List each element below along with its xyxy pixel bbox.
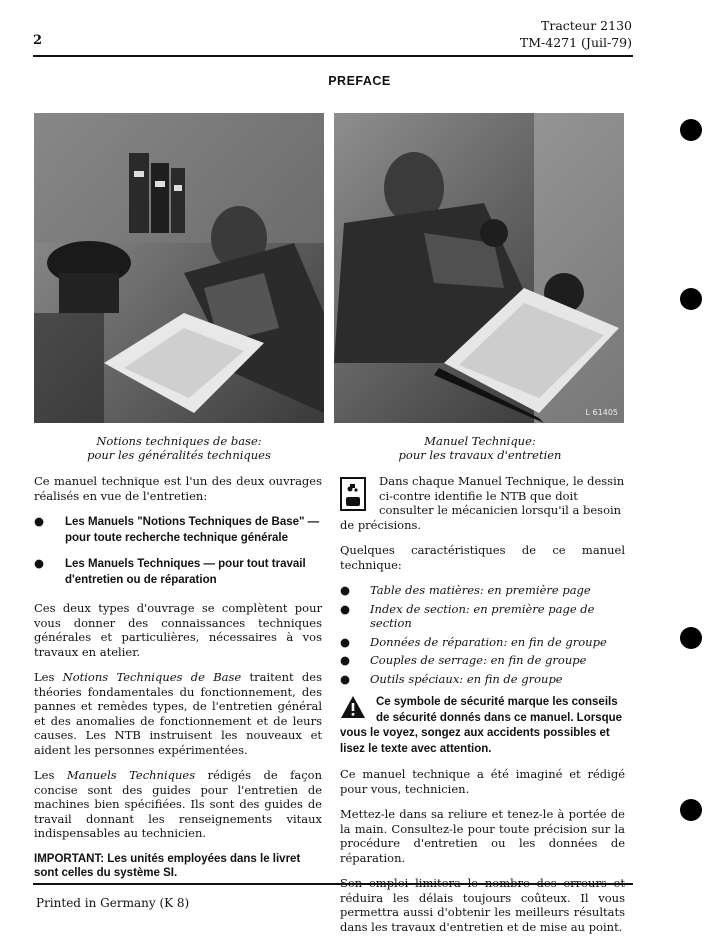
list-item xyxy=(340,635,625,650)
binder-hole-icon xyxy=(680,799,702,821)
emphasis-ntb: Notions Techniques de Base xyxy=(62,670,242,684)
feature-text: Index de section: en première page de section xyxy=(370,601,595,630)
caption-right-subtitle: pour les travaux d'entretien xyxy=(398,448,562,462)
emphasis-manuels: Manuels Techniques xyxy=(66,768,196,782)
right-column xyxy=(340,474,625,945)
bullet-dot-icon: ● xyxy=(34,556,45,570)
footer-divider xyxy=(33,883,633,885)
list-item xyxy=(340,672,625,687)
list-item xyxy=(340,583,625,598)
bullet-text: Les Manuels "Notions Techniques de Base" — pour toute recherche technique générale xyxy=(65,516,320,544)
list-item xyxy=(34,514,322,545)
manual-icon-paragraph xyxy=(340,474,625,532)
paragraph-ntb xyxy=(34,670,322,757)
bullet-dot-icon: ● xyxy=(340,601,351,616)
text-run: Les xyxy=(34,670,63,684)
header-manual-ref: TM-4271 (Juil-79) xyxy=(519,35,632,50)
text-run: rédigés de façon concise sont des guides pour l'entretien de machines bien spécifiées. Ils sont des guides de travail donnant les renseignements vitaux indispensables au technicien. xyxy=(34,768,323,840)
safety-alert-icon xyxy=(340,695,366,719)
photo-notions-techniques xyxy=(34,113,324,423)
paragraph: réduira les délais toujours coûteux. Il vous permettra aussi d'obtenir les meilleurs résultats dans les travaux d'entretien et de mise au point. xyxy=(340,890,625,934)
page-number: 2 xyxy=(33,33,43,48)
paragraph-manuels xyxy=(34,768,322,841)
paragraph: Ces deux types d'ouvrage se complètent pour vous donner des connaissances techniques générales et particulières, nécessaires à vos travaux en atelier. xyxy=(34,601,322,659)
caption-left xyxy=(33,434,325,462)
feature-text: Outils spéciaux: en fin de groupe xyxy=(370,671,563,686)
features-list xyxy=(340,583,625,686)
safety-text: Ce symbole de sécurité marque les conseils de sécurité donnés dans ce manuel. Lorsque vous le voyez, songez aux accidents possibles et lisez le texte avec attention. xyxy=(340,696,623,755)
bullet-dot-icon: ● xyxy=(340,671,351,686)
photo-reference-code: L 61405 xyxy=(585,408,618,417)
caption-right-title: Manuel Technique: xyxy=(424,434,536,448)
feature-text: Couples de serrage: en fin de groupe xyxy=(370,653,587,667)
section-title: PREFACE xyxy=(328,74,391,88)
bullet-dot-icon: ● xyxy=(340,634,351,649)
photo-mechanic-reading-binders-icon xyxy=(34,113,324,423)
paragraph: Mettez-le dans sa reliure et tenez-le à portée de la main. Consultez-le pour toute précision sur la procédure d'entretien ou les données de réparation. xyxy=(340,807,625,865)
caption-right xyxy=(334,434,626,462)
feature-text: Données de réparation: en fin de groupe xyxy=(370,634,607,649)
text-run: Les xyxy=(34,768,67,782)
left-column xyxy=(34,474,322,892)
binder-hole-icon xyxy=(680,119,702,141)
list-item xyxy=(34,556,322,587)
safety-paragraph xyxy=(340,694,625,756)
feature-text: Table des matières: en première page xyxy=(370,583,591,597)
tractor-symbol-icon xyxy=(347,482,359,492)
paragraph: Ce manuel technique a été imaginé et rédigé pour vous, technicien. xyxy=(340,767,625,796)
header-model: Tracteur 2130 xyxy=(541,18,632,33)
bullet-dot-icon: ● xyxy=(340,653,351,667)
header-divider xyxy=(33,55,633,57)
bullet-dot-icon: ● xyxy=(340,583,351,597)
list-item xyxy=(340,653,625,668)
printed-location: Printed in Germany (K 8) xyxy=(36,896,190,910)
photo-manuel-technique xyxy=(334,113,624,423)
bullet-dot-icon: ● xyxy=(34,514,45,528)
bullet-text: Les Manuels Techniques — pour tout travail d'entretien ou de réparation xyxy=(65,558,306,586)
manual-base-icon xyxy=(346,497,360,506)
features-intro: Quelques caractéristiques de ce manuel technique: xyxy=(340,543,625,572)
ntb-manual-icon xyxy=(340,477,366,511)
caption-left-title: Notions techniques de base: xyxy=(96,434,262,448)
important-note: IMPORTANT: Les unités employées dans le livret sont celles du système SI. xyxy=(34,852,301,879)
manual-icon-text: Dans chaque Manuel Technique, le dessin ci-contre identifie le NTB que doit consulter le mécanicien lorsqu'il a besoin de précisions. xyxy=(340,474,625,532)
photo-mechanic-reading-manual-icon xyxy=(334,113,624,423)
binder-hole-icon xyxy=(680,627,702,649)
intro-paragraph: Ce manuel technique est l'un des deux ouvrages réalisés en vue de l'entretien: xyxy=(34,474,322,503)
running-header xyxy=(520,17,632,51)
caption-left-subtitle: pour les généralités techniques xyxy=(87,448,271,462)
list-item xyxy=(340,602,625,631)
text-run: traitent des théories fondamentales du fonctionnement, des pannes et remèdes types, de l'entretien général et des anomalies de fonctionnement et de leurs causes. Les NTB instruisent les nouveaux et aident les personnes expérimentées. xyxy=(34,670,322,757)
binder-hole-icon xyxy=(680,288,702,310)
